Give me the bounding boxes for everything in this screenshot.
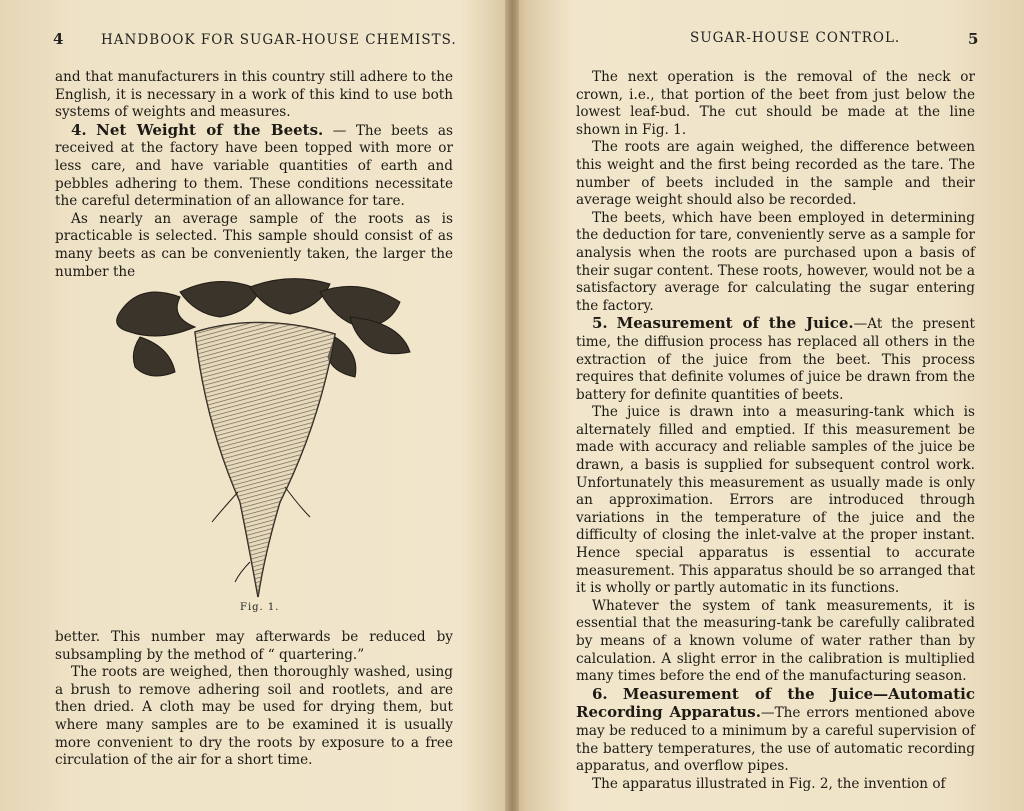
section-5-number: 5. <box>592 314 608 333</box>
left-text-top <box>55 69 453 281</box>
left-text-bottom <box>55 629 453 770</box>
section-5-heading: Measurement of the Juice. <box>616 314 854 333</box>
section-6-text: —The errors mentioned above may be reduced to a minimum by a careful supervision of the battery temperatures, the use of automatic recording apparatus, and overflow pipes. <box>576 705 976 775</box>
section-6 <box>576 686 975 776</box>
right-page-header <box>690 30 900 46</box>
right-running-head: SUGAR-HOUSE CONTROL. <box>690 30 901 46</box>
section-4-number: 4. <box>71 120 87 139</box>
paragraph: better. This number may afterwards be reduced by subsampling by the method of “ quartering.” <box>55 629 453 663</box>
beet-illustration <box>100 272 420 602</box>
right-page <box>515 0 1024 811</box>
right-page-number: 5 <box>968 30 980 48</box>
paragraph: The next operation is the removal of the neck or crown, i.e., that portion of the beet from just below the lowest leaf-bud. The cut should be made at the line shown in Fig. 1. <box>576 69 975 138</box>
paragraph: The roots are weighed, then thoroughly washed, using a brush to remove adhering soil and rootlets, and are then dried. A cloth may be used for drying them, but where many samples are to be examined it is usually more convenient to dry the roots by exposure to a free circulation of the air for a short time. <box>55 664 453 769</box>
right-text <box>576 69 975 793</box>
section-6-number: 6. <box>592 684 608 703</box>
paragraph: The roots are again weighed, the difference between this weight and the first being recorded as the tare. The number of beets included in the sample and their average weight should also be recorded. <box>576 139 975 209</box>
paragraph: Whatever the system of tank measurements, it is essential that the measuring-tank be carefully calibrated by means of a known volume of water rather than by calculation. A slight error in the calibration is multiplied many times before the end of the manufacturing season. <box>576 597 975 685</box>
paragraph: The juice is drawn into a measuring-tank which is alternately filled and emptied. If this measurement be made with accuracy and reliable samples of the juice be drawn, a basis is supplied for subsequent control work. Unfortunately this measurement as usually made is only an approximation. Errors are introduced through variations in the temperature of the juice and the difficulty of closing the inlet-valve at the proper instant. Hence special apparatus is essential to accurate measurement. This apparatus should be so arranged that it is wholly or partly automatic in its functions. <box>576 404 975 597</box>
section-5-text: —At the present time, the diffusion process has replaced all others in the extraction of the juice from the beet. This process requires that definite volumes of juice be drawn from the battery for definite quantities of beets. <box>576 316 975 403</box>
left-page <box>0 0 505 811</box>
left-running-head: HANDBOOK FOR SUGAR-HOUSE CHEMISTS. <box>101 32 457 48</box>
section-5 <box>576 315 975 404</box>
section-4 <box>55 122 453 211</box>
section-6-heading: Measurement of the Juice—Automatic Recording Apparatus. <box>576 684 975 722</box>
figure-caption: Fig. 1. <box>240 602 280 613</box>
left-page-number: 4 <box>53 30 65 48</box>
section-4-text: — The beets as received at the factory have been topped with more or less care, and have variable quantities of earth and pebbles adhering to them. These conditions necessitate the careful determination of an allowance for tare. <box>55 122 453 210</box>
section-4-heading: Net Weight of the Beets. <box>96 120 324 139</box>
paragraph: The beets, which have been employed in determining the deduction for tare, conveniently serve as a sample for analysis when the roots are purchased upon a basis of their sugar content. These roots, however, would not be a satisfactory average for calculating the sugar entering the factory. <box>576 209 975 314</box>
paragraph: As nearly an average sample of the roots as is practicable is selected. This sample should consist of as many beets as can be conveniently taken, the larger the number the <box>55 210 453 280</box>
paragraph: The apparatus illustrated in Fig. 2, the invention of <box>592 775 946 792</box>
paragraph: and that manufacturers in this country still adhere to the English, it is necessary in a work of this kind to use both systems of weights and measures. <box>55 69 453 121</box>
left-page-header <box>53 30 457 48</box>
